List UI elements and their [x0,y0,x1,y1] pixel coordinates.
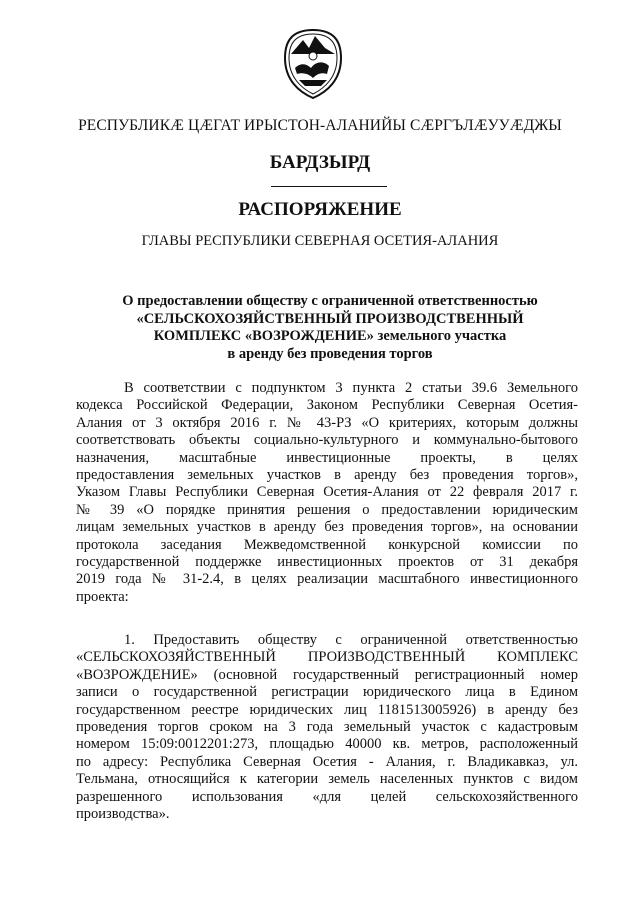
text-line: государственном реестре юридических лиц 1181513005926) в аренду без [76,701,578,718]
text-line: предоставления земельных участков в аренду без проведения торгов», [76,467,578,484]
doc-type-ossetian: БАРДЗЫРД [269,152,371,173]
text-line: «СЕЛЬСКОХОЗЯЙСТВЕННЫЙ ПРОИЗВОДСТВЕННЫЙ КОМПЛЕКС [76,649,578,666]
text-line: кодекса Российской Федерации, Законом Республики Северная Осетия- [76,397,578,414]
preamble-paragraph [76,380,578,606]
subject-line: в аренду без проведения торгов [227,345,433,362]
subject-line: КОМПЛЕКС «ВОЗРОЖДЕНИЕ» земельного участка [153,328,507,344]
text-line: Тельмана, относящийся к категории земель населенных пунктов с видом [76,771,578,788]
subject-line: О предоставлении обществу с ограниченной ответственностью [122,293,538,309]
text-line: назначения, масштабные инвестиционные проекты, в целях [76,449,578,466]
text-line: государственной поддержке инвестиционных проектов от 31 декабря [76,554,578,571]
text-line: проведения торгов сроком на 3 года земельный участок с кадастровым [76,719,578,736]
doc-type-title: РАСПОРЯЖЕНИЕ [238,199,402,220]
text-line: лицам земельных участков в аренду без проведения торгов», на основании [76,519,578,536]
text-line: записи о государственной регистрации юридического лица в Едином [76,684,578,701]
text-line: «ВОЗРОЖДЕНИЕ» (основной государственный регистрационный номер [76,666,578,683]
text-line: проекта: [76,588,129,605]
divider-line [271,186,387,187]
text-line: Алания от 3 октября 2016 г. № 43-РЗ «О критериях, которым должны [76,414,578,431]
text-line: 2019 года № 31-2.4, в целях реализации масштабного инвестиционного [76,571,578,588]
document-subject [90,293,570,363]
text-line: соответствовать объекты социально-культурного и коммунально-бытового [76,432,578,449]
item-1-paragraph [76,632,578,823]
text-line: В соответствии с подпунктом 3 пункта 2 статьи 39.6 Земельного [124,380,578,396]
issuer-russian: ГЛАВЫ РЕСПУБЛИКИ СЕВЕРНАЯ ОСЕТИЯ-АЛАНИЯ [141,233,499,249]
text-line: протокола заседания Межведомственной конкурсной комиссии по [76,536,578,553]
text-line: по адресу: Республика Северная Осетия - Алания, г. Владикавказ, ул. [76,753,578,770]
text-line: Указом Главы Республики Северная Осетия-Алания от 22 февраля 2017 г. [76,484,578,501]
text-line: производства». [76,806,170,823]
issuer-ossetian: РЕСПУБЛИКӔ ЦӔГАТ ИРЫСТОН-АЛАНИЙЫ СӔРГЪЛӔУУӔДЖЫ [78,117,562,134]
subject-line: «СЕЛЬСКОХОЗЯЙСТВЕННЫЙ ПРОИЗВОДСТВЕННЫЙ [136,310,524,327]
text-line: № 39 «О порядке принятия решения о предоставлении юридическим [76,501,578,518]
text-line: 1. Предоставить обществу с ограниченной ответственностью [124,632,578,648]
text-line: номером 15:09:0012201:273, площадью 40000 кв. метров, расположенный [76,736,578,753]
text-line: разрешенного использования «для целей сельскохозяйственного [76,788,578,805]
coat-of-arms-emblem [281,28,345,100]
